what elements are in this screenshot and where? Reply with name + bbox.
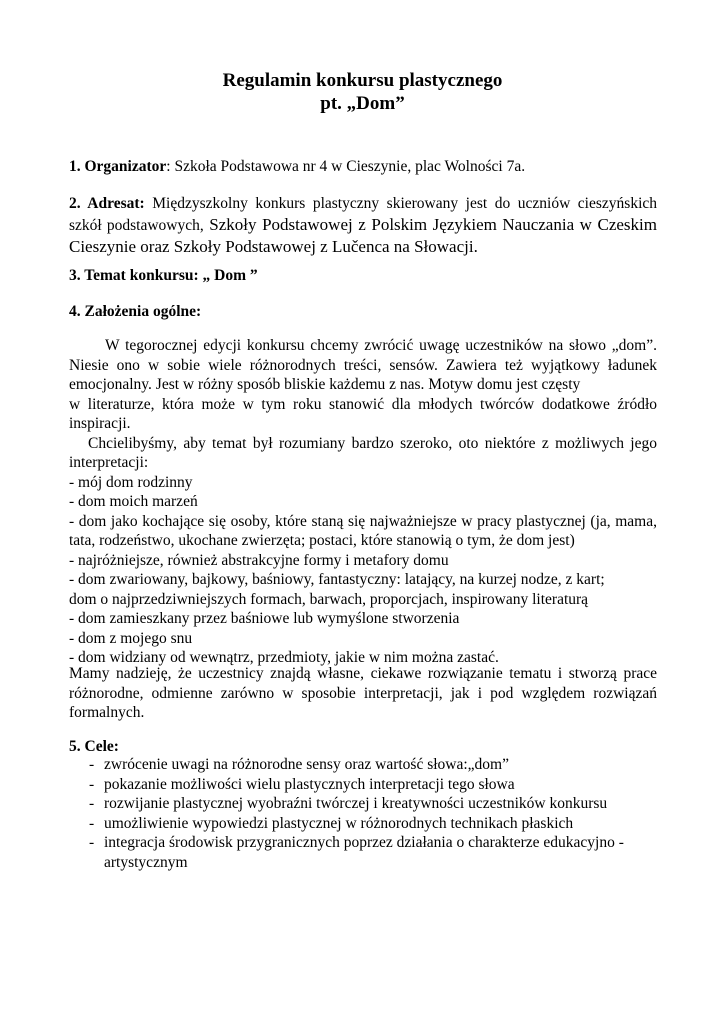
- interpretation-item: - dom jako kochające się osoby, które staną się najważniejsze w pracy plastycznej (ja, mama, tata, rodzeństwo, ukochane zwierzęta; postaci, które stanowią o tym, że dom jest): [69, 512, 657, 549]
- section-goals-heading: 5. Cele:: [69, 738, 119, 755]
- section-theme-heading: 3. Temat konkursu: „ Dom ”: [69, 267, 258, 284]
- goal-item: - zwrócenie uwagi na różnorodne sensy oraz wartość słowa:„dom”: [89, 756, 509, 773]
- assumptions-paragraph-3: Mamy nadzieję, że uczestnicy znajdą własne, ciekawe rozwiązanie tematu i stworzą prace różnorodne, odmienne zarówno w sposobie interpretacji, jak i pod względem rozwiązań formalnych.: [69, 665, 657, 721]
- document-title: Regulamin konkursu plastycznego: [222, 70, 503, 91]
- assumptions-paragraph-1b: w literaturze, która może w tym roku stanowić dla młodych twórców dodatkowe źródło inspiracji.: [69, 395, 657, 432]
- goal-item: - integracja środowisk przygranicznych poprzez działania o charakterze edukacyjno - artystycznym: [89, 834, 624, 871]
- section-assumptions-body: [69, 336, 657, 668]
- section-assumptions-heading: 4. Założenia ogólne:: [69, 303, 202, 320]
- interpretation-item: - dom zamieszkany przez baśniowe lub wymyślone stworzenia: [69, 610, 460, 627]
- interpretation-item: - dom z mojego snu: [69, 629, 193, 647]
- interpretation-item: - mój dom rodzinny: [69, 473, 193, 491]
- section-recipient-text-b: Szkoły Podstawowej z Polskim Językiem Nauczania w Czeskim Cieszynie oraz Szkoły Podstawowej z Lučenca na Słowacji.: [69, 215, 657, 256]
- goal-item: - rozwijanie plastycznej wyobraźni twórczej i kreatywności uczestników konkursu: [89, 795, 608, 812]
- document-subtitle: pt. „Dom”: [320, 93, 405, 114]
- section-recipient-text-a: Międzyszkolny konkurs plastyczny skierowany jest do uczniów cieszyńskich szkół podstawowych,: [69, 195, 657, 234]
- goal-item: - pokazanie możliwości wielu plastycznych interpretacji tego słowa: [89, 775, 515, 793]
- interpretation-item: - najróżniejsze, również abstrakcyjne formy i metafory domu: [69, 551, 449, 569]
- assumptions-paragraph-1: W tegorocznej edycji konkursu chcemy zwrócić uwagę uczestników na słowo „dom”. Niesie ono w sobie wiele różnorodnych treści, sensów. Zawiera też wyjątkowy ładunek emocjonalny. Jest w różny sposób bliskie każdemu z nas. Motyw domu jest częsty: [69, 337, 657, 393]
- section-recipient-heading: 2. Adresat:: [69, 195, 145, 212]
- goal-item: - umożliwienie wypowiedzi plastycznej w różnorodnych technikach płaskich: [89, 814, 574, 832]
- interpretation-item: dom o najprzedziwniejszych formach, barwach, proporcjach, inspirowany literaturą: [69, 590, 589, 608]
- assumptions-paragraph-2: Chcielibyśmy, aby temat był rozumiany bardzo szeroko, oto niektóre z możliwych jego interpretacji:: [69, 434, 657, 471]
- interpretation-item: - dom zwariowany, bajkowy, baśniowy, fantastyczny: latający, na kurzej nodze, z kart;: [69, 571, 605, 588]
- section-recipient: [69, 193, 657, 258]
- section-organizer-heading: 1. Organizator: [69, 158, 167, 175]
- interpretation-item: - dom moich marzeń: [69, 493, 198, 510]
- section-organizer-text: : Szkoła Podstawowa nr 4 w Cieszynie, plac Wolności 7a.: [166, 158, 526, 175]
- interpretation-item: - dom widziany od wewnątrz, przedmioty, jakie w nim można zastać.: [69, 649, 499, 666]
- section-organizer: [69, 157, 657, 177]
- section-theme: [69, 266, 657, 286]
- goals-list: [69, 755, 669, 872]
